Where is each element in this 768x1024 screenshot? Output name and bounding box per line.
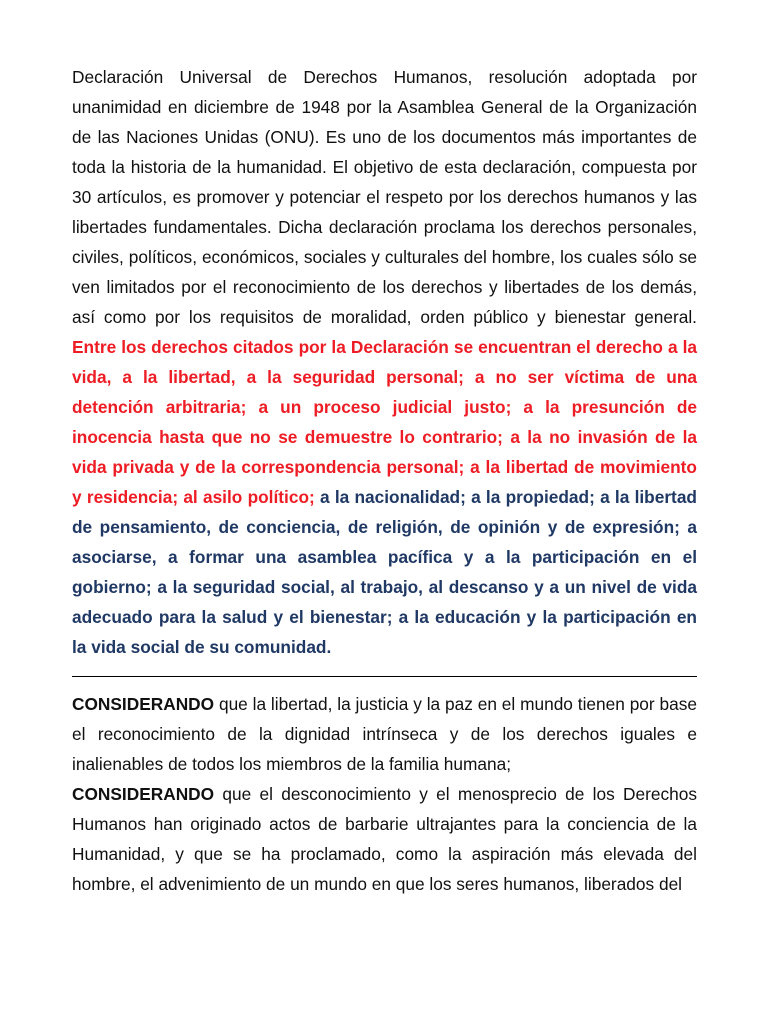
document-page	[72, 62, 697, 899]
intro-paragraph	[72, 62, 697, 662]
considerando-keyword: CONSIDERANDO	[72, 784, 215, 804]
intro-blue-highlight: a la nacionalidad; a la propiedad; a la libertad de pensamiento, de conciencia, de religión, de opinión y de expresión; a asociarse, a formar una asamblea pacífica y a la participación en el gobierno; a la seguridad social, al trabajo, al descanso y a un nivel de vida adecuado para la salud y el bienestar; a la educación y la participación en la vida social de su comunidad.	[72, 487, 697, 657]
horizontal-divider	[72, 676, 697, 677]
intro-plain-text: Declaración Universal de Derechos Humanos, resolución adoptada por unanimidad en diciembre de 1948 por la Asamblea General de la Organización de las Naciones Unidas (ONU). Es uno de los documentos más importantes de toda la historia de la humanidad. El objetivo de esta declaración, compuesta por 30 artículos, es promover y potenciar el respeto por los derechos humanos y las libertades fundamentales. Dicha declaración proclama los derechos personales, civiles, políticos, económicos, sociales y culturales del hombre, los cuales sólo se ven limitados por el reconocimiento de los derechos y libertades de los demás, así como por los requisitos de moralidad, orden público y bienestar general.	[72, 67, 697, 327]
considerando-keyword: CONSIDERANDO	[72, 694, 215, 714]
considerando-text: que la libertad, la justicia y la paz en el mundo tienen por base el reconocimiento de la dignidad intrínseca y de los derechos iguales e inalienables de todos los miembros de la familia humana;	[72, 694, 697, 774]
intro-red-highlight: Entre los derechos citados por la Declaración se encuentran el derecho a la vida, a la libertad, a la seguridad personal; a no ser víctima de una detención arbitraria; a un proceso judicial justo; a la presunción de inocencia hasta que no se demuestre lo contrario; a la no invasión de la vida privada y de la correspondencia personal; a la libertad de movimiento y residencia; al asilo político;	[72, 337, 697, 507]
considerando-paragraph-2	[72, 779, 697, 899]
considerando-text: que el desconocimiento y el menosprecio de los Derechos Humanos han originado actos de barbarie ultrajantes para la conciencia de la Humanidad, y que se ha proclamado, como la aspiración más elevada del hombre, el advenimiento de un mundo en que los seres humanos, liberados del	[72, 784, 697, 894]
considerando-paragraph-1	[72, 689, 697, 779]
